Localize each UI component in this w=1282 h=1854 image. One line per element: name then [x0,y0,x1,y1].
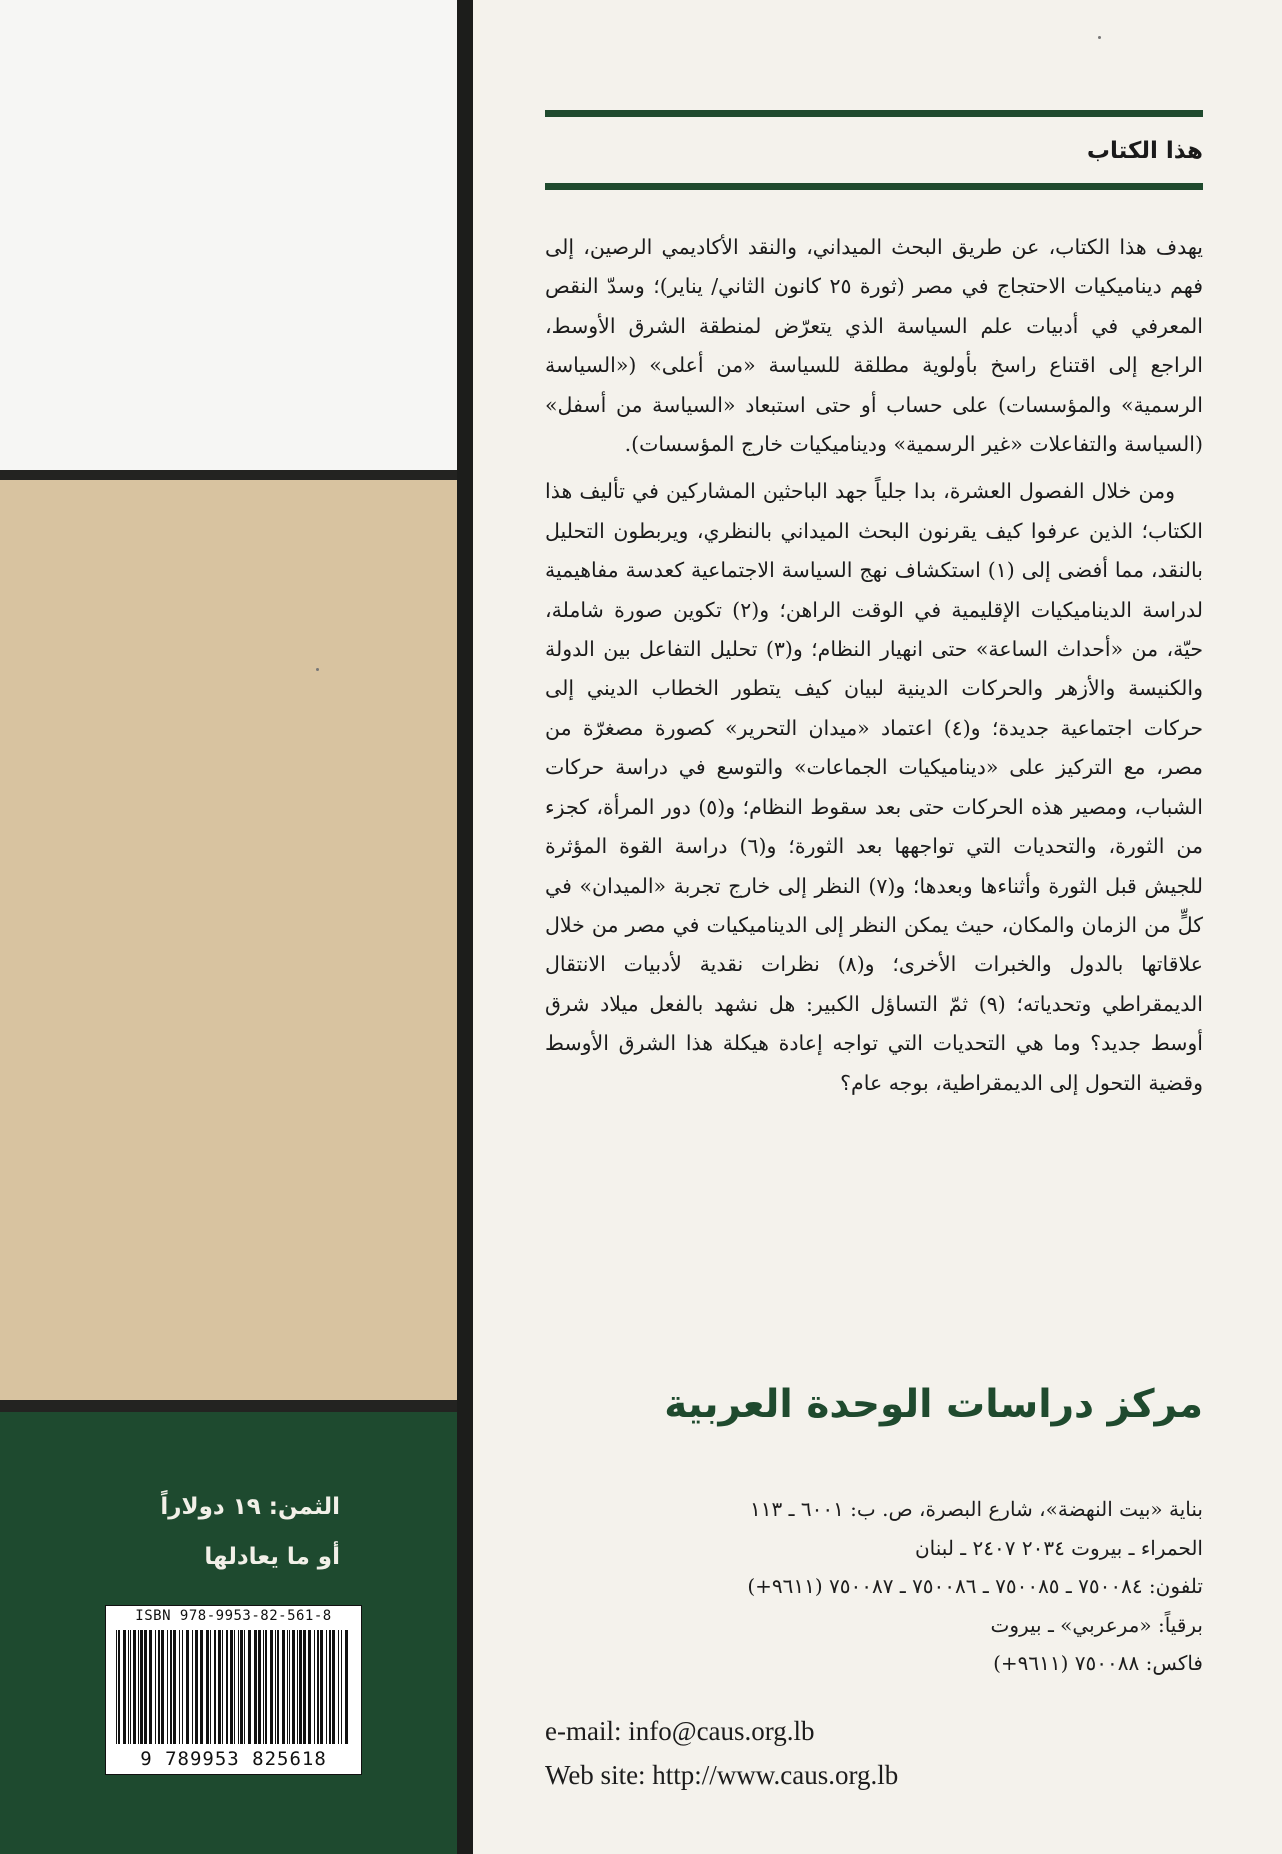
barcode-bar [158,1630,160,1744]
barcode-bar [192,1630,193,1744]
price-equivalent: أو ما يعادلها [204,1544,340,1570]
phone-line: تلفون: ٧٥٠٠٨٤ ـ ٧٥٠٠٨٥ ـ ٧٥٠٠٨٦ ـ ٧٥٠٠٨٧ (٩٦١١+) [747,1574,1203,1598]
barcode-bar [195,1630,198,1744]
barcode-bar [140,1630,143,1744]
barcode-bar [210,1630,211,1744]
barcode-bar [277,1630,279,1744]
fax-line: فاكس: ٧٥٠٠٨٨ (٩٦١١+) [993,1651,1203,1675]
barcode-bar [116,1630,117,1744]
barcode-bar [254,1630,257,1744]
price-label: الثمن: ١٩ دولاراً [160,1494,340,1520]
paper-speck [316,668,319,671]
barcode-bar [275,1630,276,1744]
barcode-digits: 9 789953 825618 [140,1748,327,1770]
barcode-bar [265,1630,267,1744]
barcode-bar [299,1630,302,1744]
address-line: الحمراء ـ بيروت ٢٠٣٤ ٢٤٠٧ ـ لبنان [914,1535,1203,1560]
barcode-bar [341,1630,342,1744]
barcode-bar [214,1630,216,1744]
description-paragraph: ومن خلال الفصول العشرة، بدا جلياً جهد الباحثين المشاركين في تأليف هذا الكتاب؛ الذين عرفوا كيف يقرنون البحث الميداني بالنظري، ويربطون التحليل بالنقد، مما أفضى إلى (١) استكشاف نهج السياسة الاجتماعية كعدسة مفاهيمية لدراسة الديناميكيات الإقليمية في الوقت الراهن؛ و(٢) تكوين صورة شاملة، حيّة، من «أحداث الساعة» حتى انهيار النظام؛ و(٣) تحليل التفاعل بين الدولة والكنيسة والأزهر والحركات الدينية لبيان كيف يتطور الخطاب الديني إلى حركات اجتماعية جديدة؛ و(٤) اعتماد «ميدان التحرير» كصورة مصغرّة من مصر، مع التركيز على «ديناميكيات الجماعات» والتوسع في دراسة حركات الشباب، ومصير هذه الحركات حتى بعد سقوط النظام؛ و(٥) دور المرأة، كجزء من الثورة، والتحديات التي تواجهها بعد الثورة؛ و(٦) دراسة القوة المؤثرة للجيش قبل الثورة وأثناءها وبعدها؛ و(٧) النظر إلى خارج تجربة «الميدان» في كلٍّ من الزمان والمكان، حيث يمكن النظر إلى الديناميكيات في مصر من خلال علاقاتها بالدول والخبرات الأخرى؛ و(٨) نظرات نقدية لأدبيات الانتقال الديمقراطي وتحدياته؛ (٩) ثمّ التساؤل الكبير: هل نشهد بالفعل ميلاد شرق أوسط جديد؟ وما هي التحديات التي تواجه إعادة هيكلة هذا الشرق الأوسط وقضية التحول إلى الديمقراطية، بوجه عام؟ [545,479,1203,1095]
barcode-bar [282,1630,285,1744]
barcode-bar [308,1630,311,1744]
barcode-bar [222,1630,223,1744]
barcode-bar [320,1630,323,1744]
barcode-bar [270,1630,273,1744]
barcode-bar [144,1630,147,1744]
book-spine [457,0,473,1854]
barcode-bar [240,1630,243,1744]
barcode-bar [167,1630,168,1744]
barcode-bar [130,1630,131,1744]
section-title: هذا الكتاب [1086,138,1203,164]
title-rule-top [545,110,1203,117]
publisher-name: مركز دراسات الوحدة العربية [664,1382,1203,1427]
barcode-bar [244,1630,245,1744]
barcode-bar [128,1630,129,1744]
barcode-bars-icon [114,1630,353,1744]
barcode-bar [206,1630,209,1744]
isbn-label: ISBN 978-9953-82-561-8 [135,1608,332,1624]
panel-divider [0,1400,457,1412]
description-paragraph: يهدف هذا الكتاب، عن طريق البحث الميداني، والنقد الأكاديمي الرصين، إلى فهم ديناميكيات الاحتجاج في مصر (ثورة ٢٥ كانون الثاني/ يناير)؛ وسدّ النقص المعرفي في أدبيات علم السياسة الذي يتعرّض لمنطقة الشرق الأوسط، الراجع إلى اقتناع راسخ بأولوية مطلقة للسياسة «من أعلى» («السياسة الرسمية» والمؤسسات) على حساب أو حتى استبعاد «السياسة من أسفل» (السياسة والتفاعلات «غير الرسمية» وديناميكيات خارج المؤسسات). [545,235,1203,457]
barcode-bar [303,1630,306,1744]
barcode-bar [123,1630,126,1744]
barcode-bar [297,1630,298,1744]
email-link[interactable]: e-mail: info@caus.org.lb [545,1716,815,1746]
barcode-bar [263,1630,264,1744]
cover-white-panel [0,0,457,470]
barcode-bar [248,1630,251,1744]
barcode-bar [230,1630,233,1744]
barcode-bar [149,1630,152,1744]
barcode-bar [170,1630,172,1744]
barcode-bar [133,1630,136,1744]
barcode-bar [234,1630,235,1744]
barcode-bar [287,1630,288,1744]
website-link[interactable]: Web site: http://www.caus.org.lb [545,1760,899,1790]
title-rule-bottom [545,183,1203,190]
barcode-bar [186,1630,189,1744]
barcode-bar [314,1630,315,1744]
barcode-bar [200,1630,203,1744]
barcode-bar [161,1630,164,1744]
book-description [545,228,1203,1111]
barcode-bar [238,1630,239,1744]
barcode-bar [338,1630,339,1744]
barcode-bar [218,1630,221,1744]
cover-beige-panel [0,480,457,1400]
barcode-bar [329,1630,331,1744]
barcode-bar [173,1630,176,1744]
paper-speck [1098,36,1101,39]
barcode-bar [118,1630,120,1744]
barcode-bar [258,1630,261,1744]
publisher-address [545,1490,1203,1683]
telegraph-line: برقياً: «مرعربي» ـ بيروت [990,1612,1203,1637]
barcode-bar [179,1630,180,1744]
panel-divider [0,470,457,480]
barcode-bar [345,1630,348,1744]
barcode-bar [326,1630,327,1744]
barcode-bar [155,1630,156,1744]
barcode-bar [226,1630,228,1744]
address-line: بناية «بيت النهضة»، شارع البصرة، ص. ب: ٦٠٠١ ـ ١١٣ [750,1497,1203,1521]
barcode-bar [292,1630,295,1744]
barcode-bar [317,1630,319,1744]
barcode-bar [182,1630,183,1744]
barcode-bar [289,1630,290,1744]
barcode [105,1605,362,1775]
barcode-bar [138,1630,139,1744]
barcode-bar [332,1630,335,1744]
